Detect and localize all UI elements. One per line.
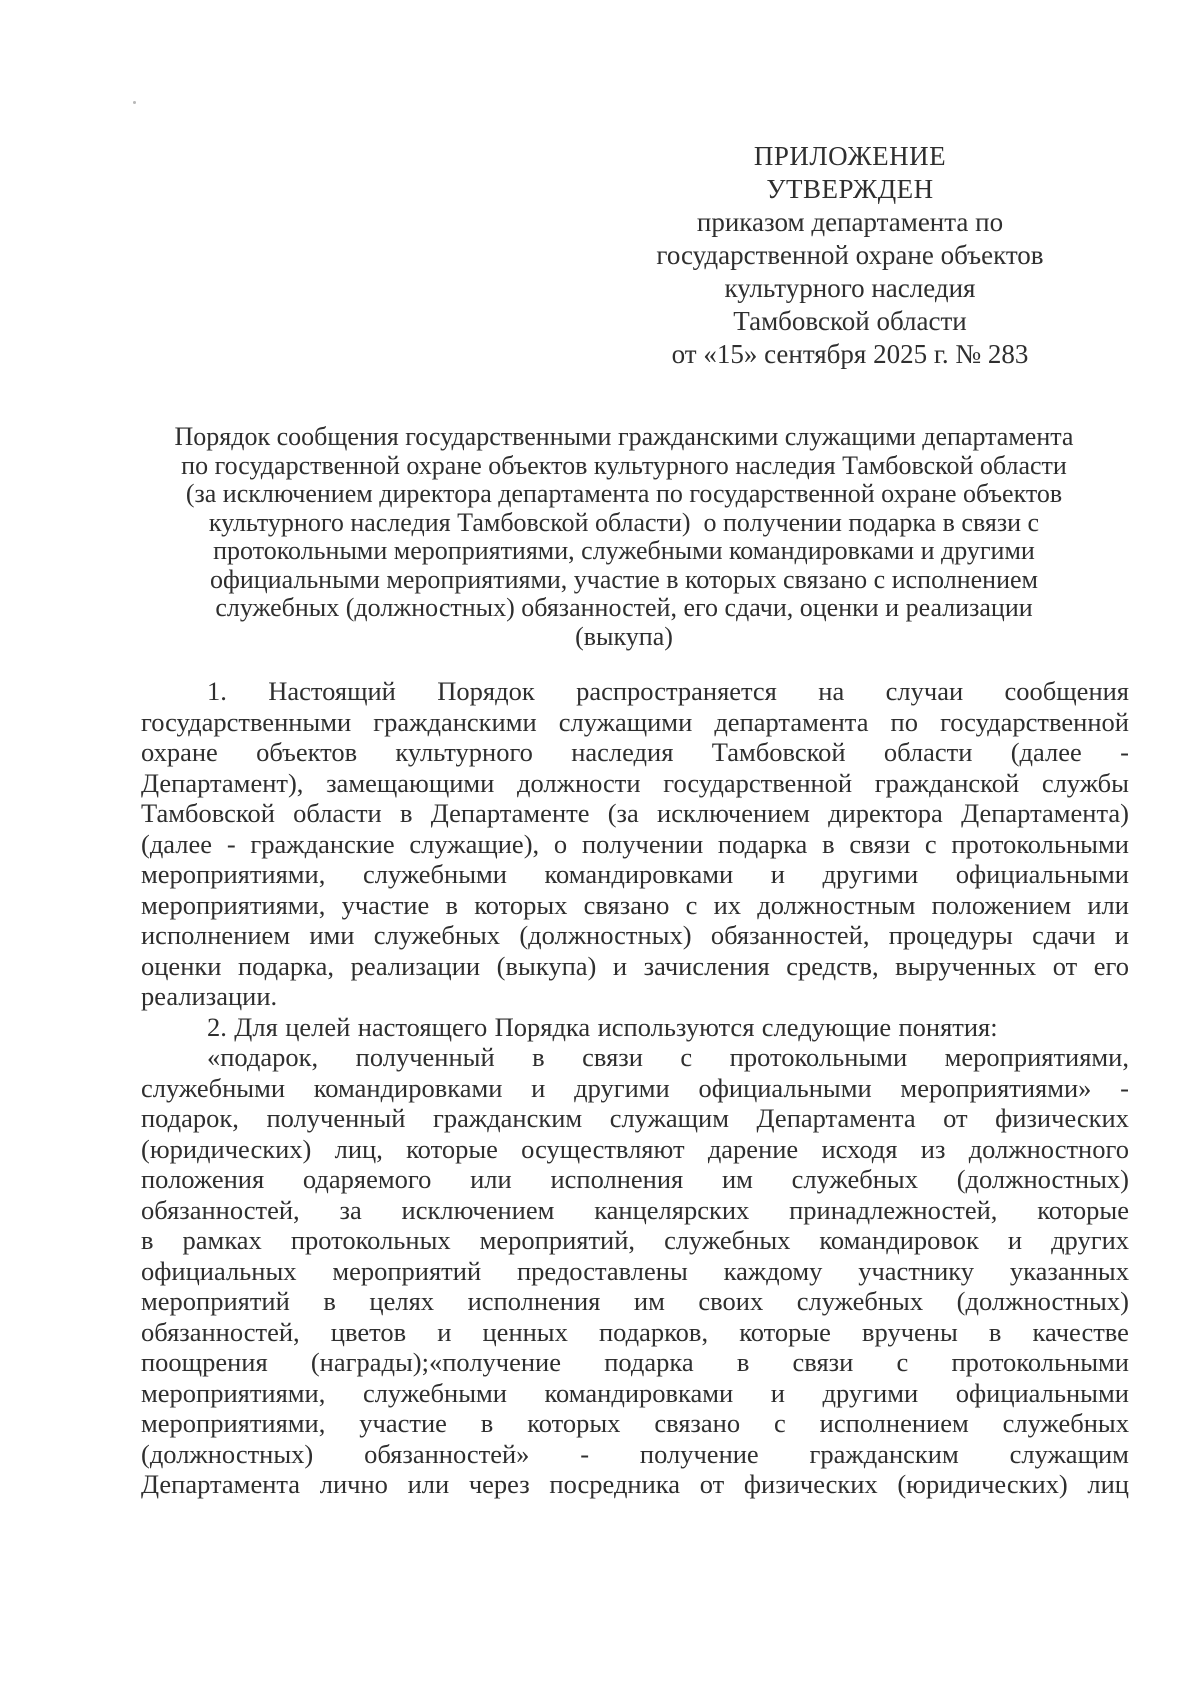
body-word: его — [1093, 950, 1129, 981]
body-word: должностного — [968, 1133, 1129, 1164]
body-word: ими — [309, 920, 355, 950]
title-line: (за исключением директора департамента по государственной охране объектов — [185, 479, 1063, 508]
body-word: ценных — [482, 1316, 568, 1347]
body-word: настоящего — [357, 1011, 488, 1042]
body-line — [141, 920, 1129, 951]
body-line — [141, 1347, 1129, 1378]
body-word: Для — [234, 1011, 278, 1042]
body-word: с — [773, 1408, 786, 1438]
body-word: связи — [792, 1347, 854, 1377]
body-word: лично — [319, 1469, 388, 1499]
body-word: службы — [1041, 767, 1129, 798]
body-word: положением — [931, 889, 1072, 920]
body-word: - — [1120, 1072, 1129, 1103]
body-word: своих — [698, 1286, 764, 1316]
body-word: охране — [141, 737, 218, 767]
body-word: мероприятиями, — [141, 859, 326, 889]
title-line: официальными мероприятиями, участие в которых связано с исполнением — [209, 564, 1038, 594]
body-word: протокольными — [729, 1042, 908, 1072]
body-line — [141, 890, 1129, 921]
body-word: служебных — [373, 920, 501, 950]
document-body — [141, 676, 1129, 1500]
body-word: одаряемого — [302, 1164, 432, 1194]
body-word: им — [721, 1164, 753, 1194]
body-word: связано — [654, 1408, 741, 1438]
approval-line: Тамбовской области — [733, 306, 967, 336]
body-word: гражданской — [874, 767, 1020, 798]
body-word: командировками — [313, 1072, 503, 1103]
body-line — [141, 707, 1129, 738]
body-word: дарение — [707, 1133, 799, 1164]
body-word: (юридических) — [897, 1469, 1068, 1499]
body-word: служебными — [362, 1377, 507, 1408]
body-word: за — [339, 1194, 362, 1225]
body-word: (награды);«получение — [310, 1347, 562, 1377]
body-word: случаи — [885, 676, 964, 706]
body-word: и — [531, 1072, 546, 1103]
body-word: служащими — [558, 706, 693, 737]
body-word: (далее — [1010, 737, 1082, 767]
body-word: реализации — [350, 950, 481, 981]
body-line — [141, 1164, 1129, 1195]
body-word: мероприятиями, — [141, 1408, 326, 1438]
body-word: в — [445, 889, 458, 920]
body-word: обязанностей, — [141, 1194, 300, 1225]
body-word: связано — [583, 889, 670, 920]
body-word: мероприятий — [141, 1286, 290, 1316]
body-line — [141, 1469, 1129, 1500]
title-line: служебных (должностных) обязанностей, его сдачи, оценки и реализации — [215, 593, 1033, 622]
body-word: с — [680, 1042, 693, 1072]
body-word: служебных — [664, 1225, 791, 1255]
body-word: Департамент), — [141, 767, 304, 798]
body-word: принадлежностей, — [789, 1194, 998, 1225]
body-word: - — [1120, 737, 1129, 767]
body-word: используются — [597, 1011, 755, 1042]
body-word: служебных — [796, 1286, 924, 1316]
body-word: из — [920, 1133, 946, 1164]
body-word: исключением — [657, 798, 810, 828]
body-word: от — [699, 1469, 725, 1499]
body-word: получении — [581, 828, 704, 859]
body-word: (должностных) — [519, 920, 692, 950]
body-word: (выкупа) — [496, 950, 597, 981]
body-word: командировок — [819, 1225, 979, 1255]
body-word: о — [553, 828, 568, 859]
body-word: с — [896, 1347, 909, 1377]
body-word: через — [468, 1469, 530, 1499]
body-word: исполнения — [467, 1286, 601, 1316]
body-word: государственной — [940, 706, 1129, 737]
body-line — [141, 859, 1129, 890]
body-line — [141, 1225, 1129, 1256]
approval-line: культурного наследия — [724, 273, 976, 303]
body-word: исходя — [821, 1133, 898, 1164]
body-line — [141, 1073, 1129, 1104]
body-word: официальными — [955, 859, 1129, 889]
title-line: культурного наследия Тамбовской области) о получении подарка в связи с — [208, 507, 1040, 537]
body-word: области — [883, 737, 973, 767]
body-word: с — [685, 889, 698, 920]
body-word: участие — [359, 1408, 447, 1438]
body-word: в — [323, 1286, 336, 1316]
body-word: физических — [995, 1103, 1129, 1133]
title-line: протокольными мероприятиями, служебными командировками и другими — [213, 536, 1035, 565]
body-word: посредника — [549, 1469, 681, 1499]
approval-header — [560, 140, 1140, 371]
body-word: связи — [849, 828, 911, 859]
body-word: Департамента) — [961, 798, 1129, 828]
body-word: подарок, — [141, 1103, 239, 1133]
body-word: мероприятиями, — [141, 1377, 326, 1408]
body-word: другими — [822, 1377, 919, 1408]
body-word: и — [770, 1377, 785, 1408]
title-line: (выкупа) — [575, 621, 673, 651]
body-word: в — [399, 798, 413, 828]
body-word: или — [407, 1469, 450, 1499]
body-word: официальными — [698, 1072, 872, 1103]
body-word: Департаменте — [430, 798, 590, 828]
body-word: области — [293, 798, 382, 828]
body-word: наследия — [571, 737, 674, 767]
body-word: следующие — [761, 1011, 892, 1042]
body-word: реализации. — [141, 981, 278, 1011]
body-word: Департамента — [756, 1103, 916, 1133]
body-word: поощрения — [141, 1347, 268, 1377]
body-word: гражданским — [809, 1438, 959, 1469]
body-word: служащим — [609, 1103, 730, 1133]
title-line: по государственной охране объектов культурного наследия Тамбовской области — [181, 450, 1067, 480]
body-word: понятия: — [898, 1011, 998, 1042]
body-line — [141, 676, 1129, 707]
body-line — [141, 981, 1129, 1012]
body-word: исключением — [401, 1194, 555, 1225]
body-line — [141, 951, 1129, 982]
body-line — [141, 1103, 1129, 1134]
body-word: сдачи — [1032, 920, 1096, 950]
body-word: которые — [406, 1133, 498, 1164]
body-word: (юридических) — [141, 1133, 312, 1164]
body-line — [141, 798, 1129, 829]
document-title — [120, 423, 1128, 651]
body-word: сообщения — [1004, 676, 1129, 706]
body-word: мероприятий, — [479, 1225, 636, 1255]
body-line — [141, 1042, 1129, 1073]
body-word: получение — [639, 1438, 759, 1469]
body-word: служебных — [1002, 1408, 1129, 1438]
body-word: в — [988, 1316, 1002, 1347]
body-line — [141, 737, 1129, 768]
body-word: участие — [341, 889, 430, 920]
body-word: гражданским — [432, 1103, 583, 1133]
body-word: других — [1051, 1225, 1129, 1255]
body-word: и — [1007, 1225, 1023, 1255]
approval-line: приказом департамента по — [696, 207, 1004, 237]
body-word: осуществляют — [521, 1133, 685, 1164]
body-word: гражданские — [250, 828, 395, 859]
body-word: официальными — [955, 1377, 1129, 1408]
body-word: обязанностей» — [364, 1438, 530, 1469]
body-word: вырученных — [895, 950, 1037, 981]
body-word: на — [818, 676, 845, 706]
body-word: вручены — [862, 1316, 958, 1347]
body-word: Департамента — [141, 1469, 301, 1499]
body-word: целей — [285, 1011, 351, 1042]
body-word: служащие), — [409, 828, 540, 859]
body-word: и — [437, 1316, 452, 1347]
body-word: оценки — [141, 950, 222, 981]
approval-line: государственной охране объектов — [656, 240, 1044, 270]
body-word: Порядка — [494, 1011, 591, 1042]
appendix-heading: ПРИЛОЖЕНИЕ — [753, 141, 947, 171]
body-word: (за — [607, 798, 639, 828]
body-word: департамента — [714, 706, 869, 737]
body-word: - — [580, 1438, 590, 1469]
body-word: Порядок — [437, 676, 535, 706]
body-word: их — [713, 889, 742, 920]
body-word: в — [822, 828, 835, 859]
body-word: Тамбовской — [711, 737, 846, 767]
body-word: указанных — [1009, 1255, 1129, 1286]
body-word: подарка — [604, 1347, 694, 1377]
body-word: (должностных) — [956, 1286, 1129, 1316]
body-word: физических — [743, 1469, 878, 1499]
body-word: мероприятиями, — [141, 889, 326, 920]
body-line — [141, 1439, 1129, 1470]
body-word: полученный — [355, 1042, 495, 1072]
body-line — [141, 1408, 1129, 1439]
body-word: зачисления — [643, 950, 770, 981]
body-word: рамках — [182, 1225, 262, 1255]
body-line — [141, 829, 1129, 860]
body-word: другими — [574, 1072, 670, 1103]
body-word: обязанностей, — [710, 920, 870, 950]
body-word: предоставлены — [516, 1255, 688, 1286]
body-word: участнику — [858, 1255, 975, 1286]
body-word: замещающими — [326, 767, 495, 798]
body-word: гражданскими — [373, 706, 537, 737]
body-word: положения — [141, 1164, 265, 1194]
body-line — [141, 1012, 1129, 1043]
body-word: качестве — [1032, 1316, 1129, 1347]
body-word: «подарок, — [207, 1042, 319, 1072]
body-word: директора — [828, 798, 943, 828]
body-word: в — [532, 1042, 545, 1072]
body-word: протокольными — [951, 828, 1129, 859]
body-word: Тамбовской — [141, 798, 275, 828]
body-word: от — [943, 1103, 968, 1133]
body-word: командировками — [544, 1377, 734, 1408]
body-line — [141, 1195, 1129, 1226]
body-word: (должностных) — [141, 1438, 314, 1469]
body-word: протокольными — [951, 1347, 1129, 1377]
body-word: с — [924, 828, 937, 859]
body-word: и — [1114, 920, 1129, 950]
body-line — [141, 1286, 1129, 1317]
body-word: официальных — [141, 1255, 297, 1286]
body-word: обязанностей, — [141, 1316, 300, 1347]
order-date-number: от «15» сентября 2025 г. № 283 — [671, 339, 1029, 369]
body-word: должности — [517, 767, 641, 798]
body-word: (далее — [141, 828, 213, 859]
body-word: процедуры — [888, 920, 1013, 950]
body-word: которые — [1037, 1194, 1129, 1225]
body-word: подарка, — [238, 950, 335, 981]
body-line — [141, 1317, 1129, 1348]
body-word: 2. — [207, 1011, 227, 1042]
body-word: лиц, — [334, 1133, 383, 1164]
body-word: в — [141, 1225, 154, 1255]
body-word: подарков, — [598, 1316, 709, 1347]
body-word: - — [226, 828, 236, 859]
body-word: исполнением — [141, 920, 291, 950]
body-word: которых — [527, 1408, 621, 1438]
body-word: культурного — [395, 737, 533, 767]
body-word: (должностных) — [956, 1164, 1129, 1194]
body-word: и — [612, 950, 628, 981]
body-word: подарка — [717, 828, 808, 859]
body-word: другими — [822, 859, 919, 889]
body-line — [141, 768, 1129, 799]
body-word: мероприятий — [332, 1255, 482, 1286]
body-word: канцелярских — [594, 1194, 750, 1225]
body-word: лиц — [1087, 1469, 1129, 1499]
body-word: или — [1087, 889, 1129, 920]
body-line — [141, 1256, 1129, 1287]
body-word: и — [770, 859, 785, 889]
body-word: связи — [582, 1042, 643, 1072]
body-word: служебными — [362, 859, 507, 889]
body-word: протокольных — [290, 1225, 451, 1255]
title-line: Порядок сообщения государственными гражданскими служащими департамента — [174, 422, 1074, 451]
body-word: им — [633, 1286, 665, 1316]
body-line — [141, 1378, 1129, 1409]
body-word: служебных — [791, 1164, 918, 1194]
body-word: по — [890, 706, 918, 737]
body-word: или — [470, 1164, 512, 1194]
body-word: каждому — [723, 1255, 823, 1286]
body-word: полученный — [266, 1103, 406, 1133]
body-word: которые — [739, 1316, 831, 1347]
body-word: цветов — [330, 1316, 407, 1347]
body-word: мероприятиями» — [900, 1072, 1092, 1103]
approved-heading: УТВЕРЖДЕН — [766, 174, 934, 204]
body-word: служебными — [141, 1072, 286, 1103]
body-word: должностным — [757, 889, 916, 920]
body-word: целях — [369, 1286, 435, 1316]
body-line — [141, 1134, 1129, 1165]
body-word: объектов — [256, 737, 358, 767]
body-word: которых — [474, 889, 568, 920]
body-word: исполнением — [819, 1408, 969, 1438]
body-word: 1. — [207, 676, 227, 706]
body-word: государственной — [663, 767, 853, 798]
body-word: государственными — [141, 706, 352, 737]
body-word: исполнения — [550, 1164, 684, 1194]
body-word: командировками — [544, 859, 734, 889]
body-word: в — [736, 1347, 750, 1377]
body-word: в — [480, 1408, 494, 1438]
body-word: от — [1052, 950, 1078, 981]
body-word: Настоящий — [268, 676, 396, 706]
body-word: распространяется — [576, 676, 777, 706]
scan-speck — [133, 101, 136, 104]
body-word: мероприятиями, — [944, 1042, 1129, 1072]
body-word: служащим — [1009, 1438, 1129, 1469]
body-word: средств, — [786, 950, 879, 981]
